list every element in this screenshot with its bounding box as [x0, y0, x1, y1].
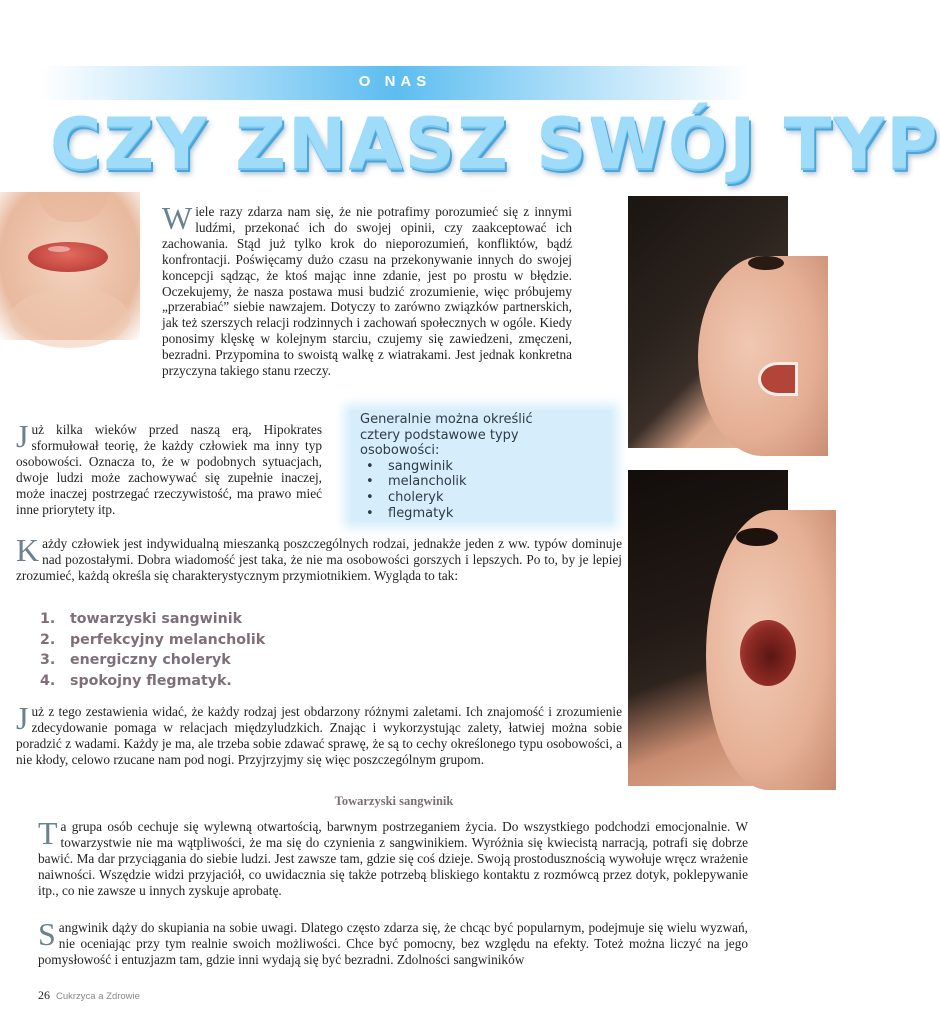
photo-mouth	[740, 620, 796, 686]
photo-woman-smiling	[628, 196, 788, 448]
list-number: 2.	[40, 631, 56, 648]
list-item	[40, 609, 360, 630]
list-label: towarzyski sangwinik	[70, 611, 243, 627]
paragraph-text: iele razy zdarza nam się, że nie potrafimy porozumieć się z innymi ludźmi, przekonać ich do swojej opinii, czy zaakceptować ich zachowania. Stąd już tylko krok do nieporozumień, konfliktów, bądź konfrontacji. Poświęcamy dużo czasu na przekonywanie innych do swojej koncepcji sądząc, że ktoś mając inne zdanie, jest po prostu w błędzie. Oczekujemy, że nasza postawa musi budzić zrozumienie, więc próbujemy „przerabiać” siebie nawzajem. Dotyczy to zarówno związków partnerskich, jak też szerszych relacji rodzinnych i zachowań społecznych w ogóle. Kiedy ponosimy klęskę w kolejnym starciu, czujemy się zawiedzeni, zmęczeni, bezradni. Przypomina to swoistą walkę z wiatrakami. Jest jednak konkretna przyczyna takiego stanu rzeczy.	[162, 204, 572, 379]
sanguine-paragraph-1	[38, 815, 748, 899]
dropcap: S	[38, 916, 56, 952]
dropcap: T	[38, 815, 58, 851]
intro-paragraph	[162, 200, 572, 379]
list-item	[40, 650, 360, 671]
photo-woman-surprised	[628, 470, 788, 786]
paragraph-text: a grupa osób cechuje się wylewną otwartością, barwnym postrzeganiem życia. Do wszystkiego podchodzi emocjonalnie. W towarzystwie nie ma wątpliwości, że ma się do czynienia z sangwinikiem. Wyróżnia się kwiecistą narracją, potrafi się dobrze bawić. Ma dar przyciągania do siebie ludzi. Jest zawsze tam, gdzie się coś dzieje. Swoją prostodusznością wywołuje wręcz wrażenie naiwności. Wszędzie widzi przyjaciół, co uwidacznia się także potrzebą bliskiego kontaktu z rozmówcą przez dotyk, poklepywanie itp., co nie zawsze u innych zyskuje aprobatę.	[38, 819, 748, 898]
infobox-list	[366, 459, 602, 521]
hippocrates-paragraph	[16, 418, 322, 517]
section-bar	[40, 66, 750, 100]
list-number: 4.	[40, 672, 56, 689]
section-subheading: Towarzyski sangwinik	[334, 794, 454, 808]
article-title: CZY ZNASZ SWÓJ TYP	[50, 103, 940, 185]
dropcap: J	[16, 418, 29, 454]
list-item	[40, 671, 360, 692]
photo-lips	[0, 192, 140, 340]
strengths-paragraph	[16, 700, 622, 768]
sanguine-paragraph-2	[38, 916, 748, 968]
personality-types-box	[350, 410, 612, 522]
list-label: spokojny flegmatyk.	[70, 672, 232, 689]
page-footer	[38, 986, 140, 1004]
infobox-item: • choleryk	[366, 490, 602, 506]
section-label: O NAS	[358, 73, 432, 90]
list-item	[40, 630, 360, 651]
paragraph-text: uż z tego zestawienia widać, że każdy rodzaj jest obdarzony różnymi zaletami. Ich znajomość i zrozumienie zdecydowanie pomaga w relacjach międzyludzkich. Znając i wykorzystując zalety, łatwiej można sobie poradzić z wadami. Każdy je ma, ale trzeba sobie zdawać sprawę, że są to cechy określonego typu osobowości, a nie kłody, celowo rzucane nam pod nogi. Przyjrzyjmy się więc poszczególnym grupom.	[16, 704, 622, 767]
dropcap: J	[16, 700, 29, 736]
infobox-item: • melancholik	[366, 474, 602, 490]
page-number: 26	[38, 988, 50, 1002]
list-label: perfekcyjny melancholik	[70, 631, 266, 648]
infobox-item: • sangwinik	[366, 459, 602, 475]
paragraph-text: ażdy człowiek jest indywidualną mieszanką poszczególnych rodzai, jednakże jeden z ww. typów dominuje nad pozostałymi. Dobra wiadomość jest taka, że nie ma osobowości gorszych i lepszych. Po to, by je lepiej zrozumieć, każdą określa się charakterystycznym przymiotnikiem. Wygląda to tak:	[16, 536, 622, 583]
photo-face-skin	[698, 256, 828, 456]
list-number: 3.	[40, 652, 56, 668]
list-label: energiczny choleryk	[70, 652, 231, 668]
photo-mouth	[758, 362, 798, 396]
photo-lips-shine	[48, 246, 70, 252]
dropcap: W	[162, 200, 193, 236]
mixture-paragraph	[16, 532, 622, 584]
list-number: 1.	[40, 611, 56, 627]
paragraph-text: uż kilka wieków przed naszą erą, Hipokrates sformułował teorię, że każdy człowiek ma inny typ osobowości. Oznacza to, że w podobnych sytuacjach, dwoje ludzi może zachowywać się zupełnie inaczej, może inaczej postrzegać rzeczywistość, ma prawo mieć inne priorytety itp.	[16, 422, 322, 517]
photo-eye	[748, 256, 784, 270]
photo-chin-shape	[10, 288, 130, 348]
paragraph-text: angwinik dąży do skupiania na sobie uwagi. Dlatego często zdarza się, że chcąc być popularnym, podejmuje się wielu wyzwań, nie oceniając przy tym realnie swoich możliwości. Chce być pomocny, bez względu na efekty. Toteż można liczyć na jego pomysłowość i entuzjazm tam, gdzie inni wydają się być bezradni. Zdolności sangwiników	[38, 920, 748, 967]
infobox-heading: Generalnie można określić cztery podstawowe typy osobowości:	[360, 412, 533, 459]
types-numbered-list	[40, 609, 360, 691]
publication-name: Cukrzyca a Zdrowie	[56, 991, 140, 1002]
infobox-item: • flegmatyk	[366, 506, 602, 522]
dropcap: K	[16, 532, 40, 568]
photo-eye	[736, 528, 778, 546]
photo-nose-shape	[38, 192, 108, 222]
